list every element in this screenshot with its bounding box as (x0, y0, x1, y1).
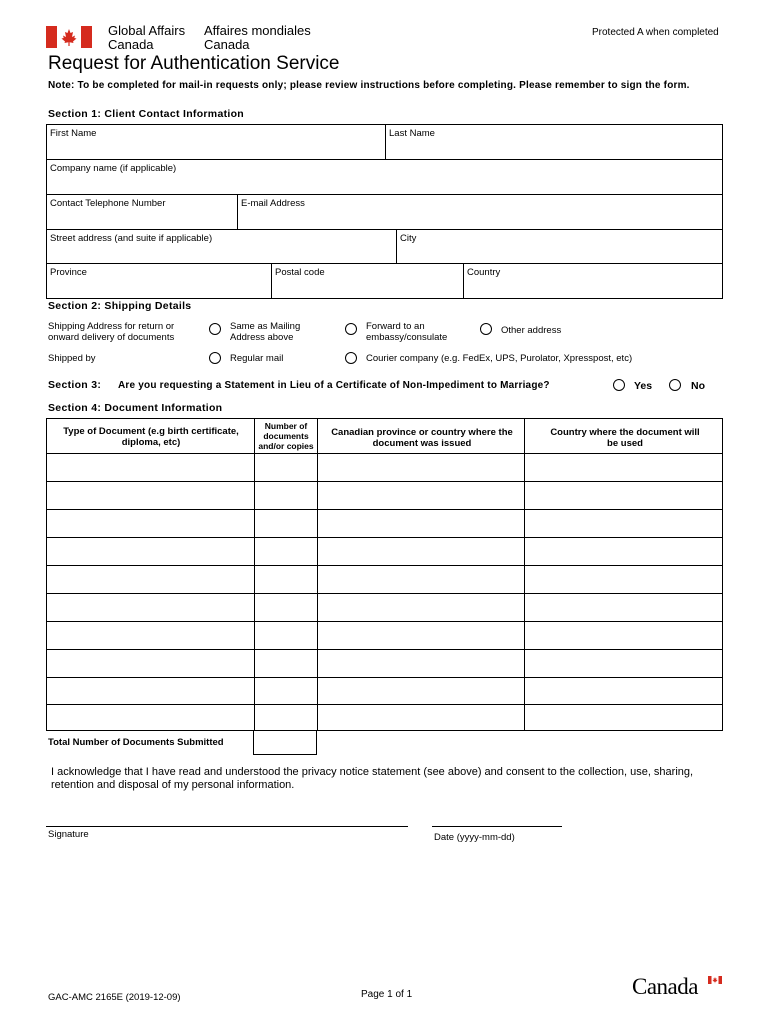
label-other-address: Other address (501, 325, 562, 336)
doc-row-1-number-cell[interactable] (254, 453, 315, 480)
doc-row-10-used-cell[interactable] (524, 704, 721, 729)
col-header-used: Country where the document will be used (550, 427, 700, 449)
doc-row-2-type-cell[interactable] (47, 481, 252, 508)
label-yes: Yes (634, 380, 653, 392)
org-name-en: Global Affairs Canada (108, 23, 186, 52)
section2-title: Section 2: Shipping Details (48, 300, 192, 312)
doc-row-10-number-cell[interactable] (254, 704, 315, 729)
acknowledgement-text: I acknowledge that I have read and understood the privacy notice statement (see above) and consent to the collection, use, sharing, retention and disposal of my personal information. (51, 766, 694, 791)
doc-row-2-number-cell[interactable] (254, 481, 315, 508)
form-note: Note: To be completed for mail-in requests only; please review instructions before completing. Please remember to sign the form. (48, 80, 690, 91)
doc-row-2-used-cell[interactable] (524, 481, 721, 508)
org-name-fr: Affaires mondiales Canada (204, 23, 311, 52)
country-label: Country (467, 267, 501, 278)
protected-label: Protected A when completed (592, 27, 719, 38)
doc-row-1-used-cell[interactable] (524, 453, 721, 480)
doc-row-5-used-cell[interactable] (524, 565, 721, 592)
radio-yes[interactable] (613, 379, 625, 391)
signature-line[interactable] (46, 826, 408, 827)
doc-row-1-issued-cell[interactable] (317, 453, 522, 480)
street-label: Street address (and suite if applicable) (50, 233, 213, 244)
wordmark-flag-icon (708, 976, 722, 984)
doc-row-3-number-cell[interactable] (254, 509, 315, 536)
province-field[interactable] (46, 263, 272, 299)
col-header-issued: Canadian province or country where the document was issued (331, 427, 513, 449)
label-courier: Courier company (e.g. FedEx, UPS, Purolator, Xpresspost, etc) (366, 353, 633, 364)
doc-row-4-issued-cell[interactable] (317, 537, 522, 564)
doc-row-8-issued-cell[interactable] (317, 649, 522, 676)
doc-row-9-used-cell[interactable] (524, 677, 721, 703)
total-documents-field[interactable] (253, 730, 317, 755)
company-label: Company name (if applicable) (50, 163, 177, 174)
doc-row-7-used-cell[interactable] (524, 621, 721, 648)
label-no: No (691, 380, 705, 392)
shipped-by-label: Shipped by (48, 353, 96, 364)
signature-label: Signature (48, 829, 89, 840)
doc-row-5-issued-cell[interactable] (317, 565, 522, 592)
last-name-label: Last Name (389, 128, 435, 139)
doc-row-1-type-cell[interactable] (47, 453, 252, 480)
country-field[interactable] (463, 263, 723, 299)
phone-field[interactable] (46, 194, 238, 230)
doc-row-6-type-cell[interactable] (47, 593, 252, 620)
page-number: Page 1 of 1 (361, 989, 413, 1000)
label-forward-embassy: Forward to an embassy/consulate (366, 321, 448, 343)
section1-title: Section 1: Client Contact Information (48, 108, 245, 120)
section3-title: Section 3: (48, 379, 102, 391)
label-regular-mail: Regular mail (230, 353, 284, 364)
col-header-type: Type of Document (e.g birth certificate, diploma, etc) (63, 426, 239, 448)
label-same-as-mailing: Same as Mailing Address above (230, 321, 301, 343)
section3-question: Are you requesting a Statement in Lieu of a Certificate of Non-Impediment to Marriage? (118, 380, 550, 391)
canada-flag-logo (46, 26, 92, 48)
doc-row-9-number-cell[interactable] (254, 677, 315, 703)
first-name-field[interactable] (46, 124, 386, 160)
city-field[interactable] (396, 229, 723, 264)
canada-wordmark-text: Canada (632, 974, 698, 999)
radio-courier[interactable] (345, 352, 357, 364)
doc-row-7-issued-cell[interactable] (317, 621, 522, 648)
doc-row-7-type-cell[interactable] (47, 621, 252, 648)
date-line[interactable] (432, 826, 562, 827)
doc-row-10-type-cell[interactable] (47, 704, 252, 729)
doc-row-6-issued-cell[interactable] (317, 593, 522, 620)
phone-label: Contact Telephone Number (50, 198, 166, 209)
doc-row-9-type-cell[interactable] (47, 677, 252, 703)
email-label: E-mail Address (241, 198, 305, 209)
postal-code-field[interactable] (271, 263, 464, 299)
form-number: GAC-AMC 2165E (2019-12-09) (48, 992, 181, 1003)
doc-row-3-used-cell[interactable] (524, 509, 721, 536)
doc-row-4-type-cell[interactable] (47, 537, 252, 564)
doc-row-2-issued-cell[interactable] (317, 481, 522, 508)
doc-row-6-number-cell[interactable] (254, 593, 315, 620)
city-label: City (400, 233, 417, 244)
doc-row-9-issued-cell[interactable] (317, 677, 522, 703)
doc-row-10-issued-cell[interactable] (317, 704, 522, 729)
total-documents-label: Total Number of Documents Submitted (48, 737, 224, 748)
last-name-field[interactable] (385, 124, 723, 160)
canada-wordmark (632, 974, 698, 1000)
shipping-address-label: Shipping Address for return or onward delivery of documents (48, 321, 175, 343)
col-header-number: Number of documents and/or copies (258, 421, 314, 451)
date-label: Date (yyyy-mm-dd) (434, 832, 515, 843)
radio-forward-embassy[interactable] (345, 323, 357, 335)
radio-no[interactable] (669, 379, 681, 391)
province-label: Province (50, 267, 87, 278)
postal-code-label: Postal code (275, 267, 325, 278)
doc-row-7-number-cell[interactable] (254, 621, 315, 648)
doc-row-4-used-cell[interactable] (524, 537, 721, 564)
doc-row-3-type-cell[interactable] (47, 509, 252, 536)
email-field[interactable] (237, 194, 723, 230)
doc-row-8-number-cell[interactable] (254, 649, 315, 676)
first-name-label: First Name (50, 128, 97, 139)
radio-same-as-mailing[interactable] (209, 323, 221, 335)
radio-other-address[interactable] (480, 323, 492, 335)
doc-row-8-used-cell[interactable] (524, 649, 721, 676)
doc-row-5-type-cell[interactable] (47, 565, 252, 592)
radio-regular-mail[interactable] (209, 352, 221, 364)
doc-row-3-issued-cell[interactable] (317, 509, 522, 536)
section4-title: Section 4: Document Information (48, 402, 223, 414)
doc-row-4-number-cell[interactable] (254, 537, 315, 564)
form-title: Request for Authentication Service (48, 53, 340, 74)
doc-row-6-used-cell[interactable] (524, 593, 721, 620)
doc-row-5-number-cell[interactable] (254, 565, 315, 592)
street-field[interactable] (46, 229, 397, 264)
doc-row-8-type-cell[interactable] (47, 649, 252, 676)
company-field[interactable] (46, 159, 723, 195)
